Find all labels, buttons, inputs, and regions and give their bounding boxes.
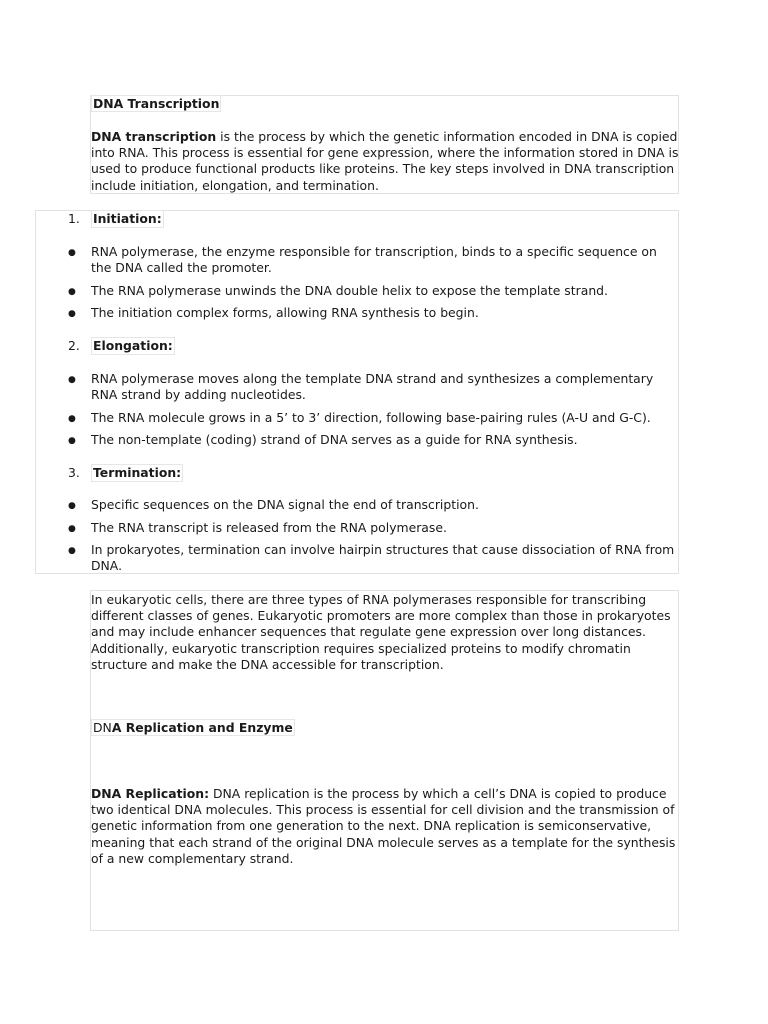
bullet-icon: ● [68, 248, 76, 258]
bullet-icon: ● [68, 287, 76, 297]
list-item: The RNA polymerase unwinds the DNA double helix to expose the template strand. [91, 283, 608, 298]
intro-lead-term: DNA transcription [91, 129, 217, 144]
document-title [91, 96, 221, 112]
step-number: 2. [68, 338, 80, 353]
replication-heading [91, 720, 295, 736]
list-item: The RNA transcript is released from the RNA polymerase. [91, 520, 447, 535]
list-item: The RNA molecule grows in a 5’ to 3’ direction, following base-pairing rules (A-U and G-C). [91, 410, 651, 425]
list-item: The initiation complex forms, allowing RNA synthesis to begin. [91, 305, 479, 320]
list-item: RNA polymerase, the enzyme responsible for transcription, binds to a specific sequence on the DNA called the promoter. [91, 244, 657, 276]
bullet-icon: ● [68, 309, 76, 319]
step-title-termination: Termination: [91, 464, 183, 482]
bullet-icon: ● [68, 546, 76, 556]
bullet-icon: ● [68, 436, 76, 446]
intro-paragraph [91, 129, 681, 194]
step-number: 3. [68, 465, 80, 480]
bullet-icon: ● [68, 501, 76, 511]
replication-heading-box [91, 719, 295, 736]
eukaryotic-paragraph: In eukaryotic cells, there are three types of RNA polymerases responsible for transcribing different classes of genes. Eukaryotic promoters are more complex than those in prokaryotes and may include enhancer sequences that regulate gene expression over long distances. Additionally, eukaryotic transcription requires specialized proteins to modify chromatin structure and make the DNA accessible for transcription. [91, 592, 671, 672]
step-number: 1. [68, 211, 80, 226]
document-title-text: DNA Transcription [93, 96, 220, 111]
replication-heading-plain: DN [93, 720, 112, 735]
list-item: The non-template (coding) strand of DNA serves as a guide for RNA synthesis. [91, 432, 578, 447]
replication-lead-term: DNA Replication: [91, 786, 210, 801]
bullet-icon: ● [68, 524, 76, 534]
replication-heading-bold: A Replication and Enzyme [111, 720, 293, 735]
list-item: In prokaryotes, termination can involve hairpin structures that cause dissociation of RNA from DNA. [91, 542, 675, 574]
intro-body-text: is the process by which the genetic information encoded in DNA is copied into RNA. This process is essential for gene expression, where the information stored in DNA is used to produce functional products like proteins. The key steps involved in DNA transcription include initiation, elongation, and termination. [91, 129, 679, 193]
list-item: Specific sequences on the DNA signal the end of transcription. [91, 497, 479, 512]
list-item: RNA polymerase moves along the template DNA strand and synthesizes a complementary RNA strand by adding nucleotides. [91, 371, 654, 403]
bullet-icon: ● [68, 414, 76, 424]
replication-body-text: DNA replication is the process by which a cell’s DNA is copied to produce two identical DNA molecules. This process is essential for cell division and the transmission of genetic information from one generation to the next. DNA replication is semiconservative, meaning that each strand of the original DNA molecule serves as a template for the synthesis of a new complementary strand. [91, 786, 676, 866]
step-title-initiation: Initiation: [91, 210, 164, 228]
replication-paragraph [91, 786, 681, 867]
bullet-icon: ● [68, 375, 76, 385]
step-title-elongation: Elongation: [91, 337, 175, 355]
